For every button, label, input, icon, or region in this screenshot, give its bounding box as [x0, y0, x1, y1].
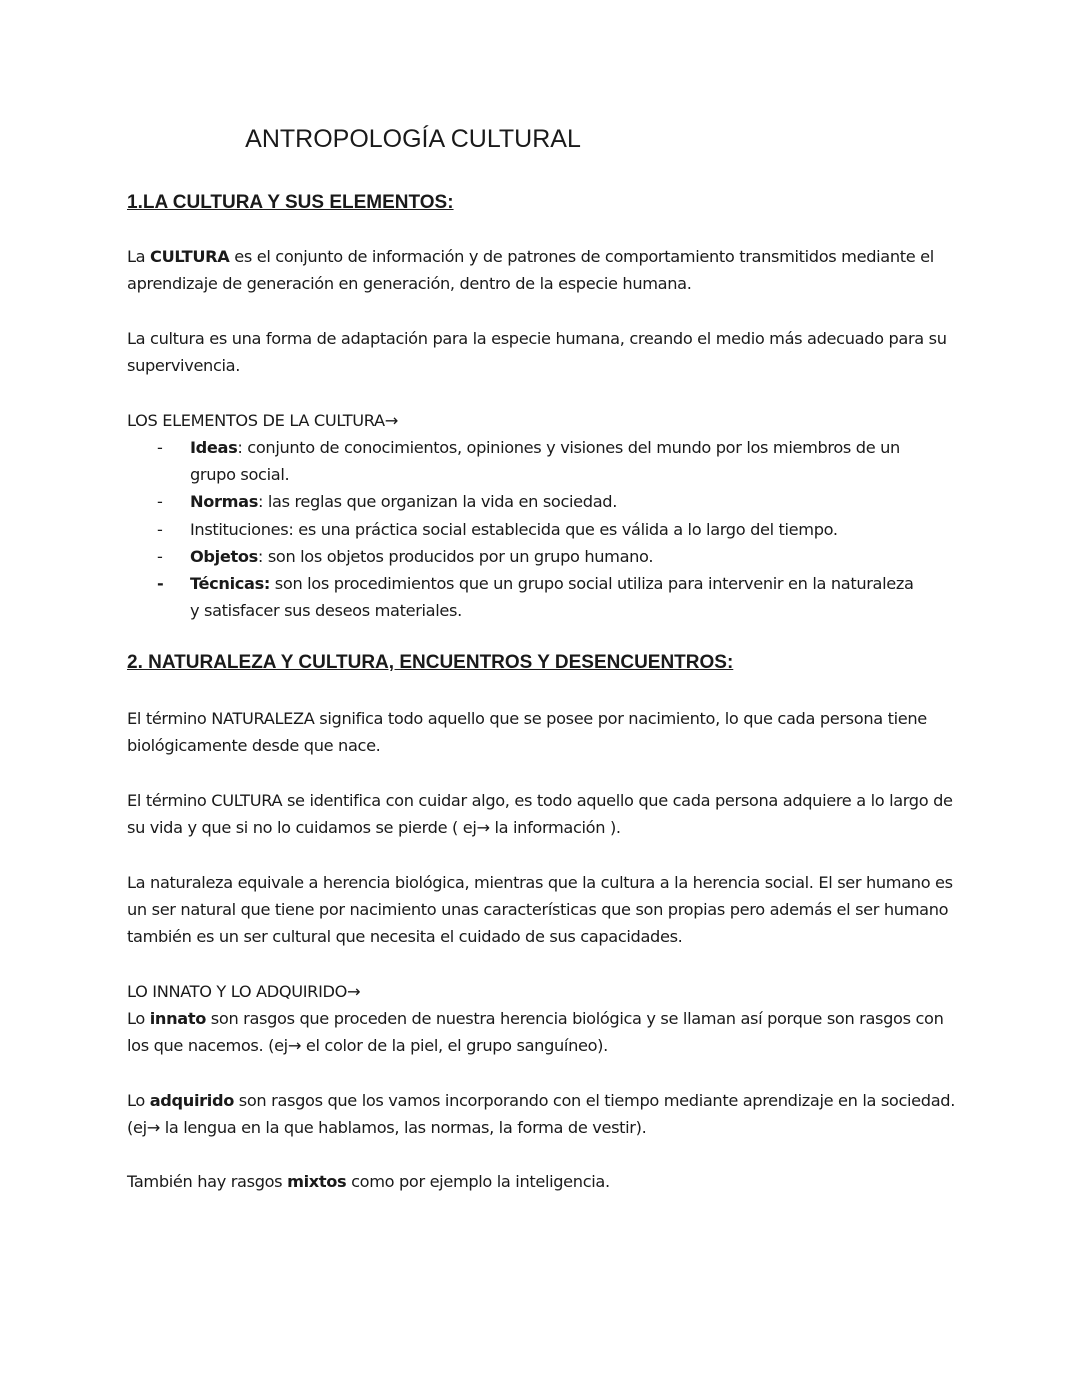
- culture-elements-list: [127, 434, 957, 624]
- culture-term-paragraph: El término CULTURA se identifica con cuidar algo, es todo aquello que cada persona adquiere a lo largo de su vida y que si no lo cuidamos se pierde ( ej→ la información ).: [127, 791, 953, 838]
- list-item: - Técnicas: son los procedimientos que un grupo social utiliza para intervenir en la naturaleza y satisfacer sus deseos materiales.: [157, 574, 914, 621]
- culture-definition-paragraph: La CULTURA es el conjunto de información y de patrones de comportamiento transmitidos mediante el aprendizaje de generación en generación, dentro de la especie humana.: [127, 247, 934, 294]
- acquired-paragraph: Lo adquirido son rasgos que los vamos incorporando con el tiempo mediante aprendizaje en la sociedad. (ej→ la lengua en la que hablamos, las normas, la forma de vestir).: [127, 1091, 956, 1138]
- section-2-heading: 2. NATURALEZA Y CULTURA, ENCUENTROS Y DESENCUENTROS:: [127, 652, 734, 673]
- innate-paragraph: Lo innato son rasgos que proceden de nuestra herencia biológica y se llaman así porque son rasgos con los que nacemos. (ej→ el color de la piel, el grupo sanguíneo).: [127, 1009, 944, 1056]
- list-item: - Instituciones: es una práctica social establecida que es válida a lo largo del tiempo.: [157, 519, 838, 539]
- document-title: ANTROPOLOGÍA CULTURAL: [245, 125, 581, 153]
- nature-definition-paragraph: El término NATURALEZA significa todo aquello que se posee por nacimiento, lo que cada persona tiene biológicamente desde que nace.: [127, 709, 927, 756]
- innate-acquired-label: LO INNATO Y LO ADQUIRIDO→: [127, 982, 361, 1001]
- culture-elements-label: LOS ELEMENTOS DE LA CULTURA→: [127, 411, 398, 430]
- section-1-heading: 1.LA CULTURA Y SUS ELEMENTOS:: [127, 192, 454, 213]
- mixed-traits-paragraph: También hay rasgos mixtos como por ejemplo la inteligencia.: [127, 1172, 610, 1191]
- heritage-paragraph: La naturaleza equivale a herencia biológica, mientras que la cultura a la herencia social. El ser humano es un ser natural que tiene por nacimiento unas características que son propias pero además el ser humano también es un ser cultural que necesita el cuidado de sus capacidades.: [127, 873, 953, 947]
- list-item: - Normas: las reglas que organizan la vida en sociedad.: [157, 492, 618, 512]
- culture-adaptation-paragraph: La cultura es una forma de adaptación para la especie humana, creando el medio más adecuado para su supervivencia.: [127, 329, 947, 376]
- list-item: - Ideas: conjunto de conocimientos, opiniones y visiones del mundo por los miembros de un grupo social.: [157, 438, 900, 485]
- list-item: - Objetos: son los objetos producidos por un grupo humano.: [157, 546, 654, 566]
